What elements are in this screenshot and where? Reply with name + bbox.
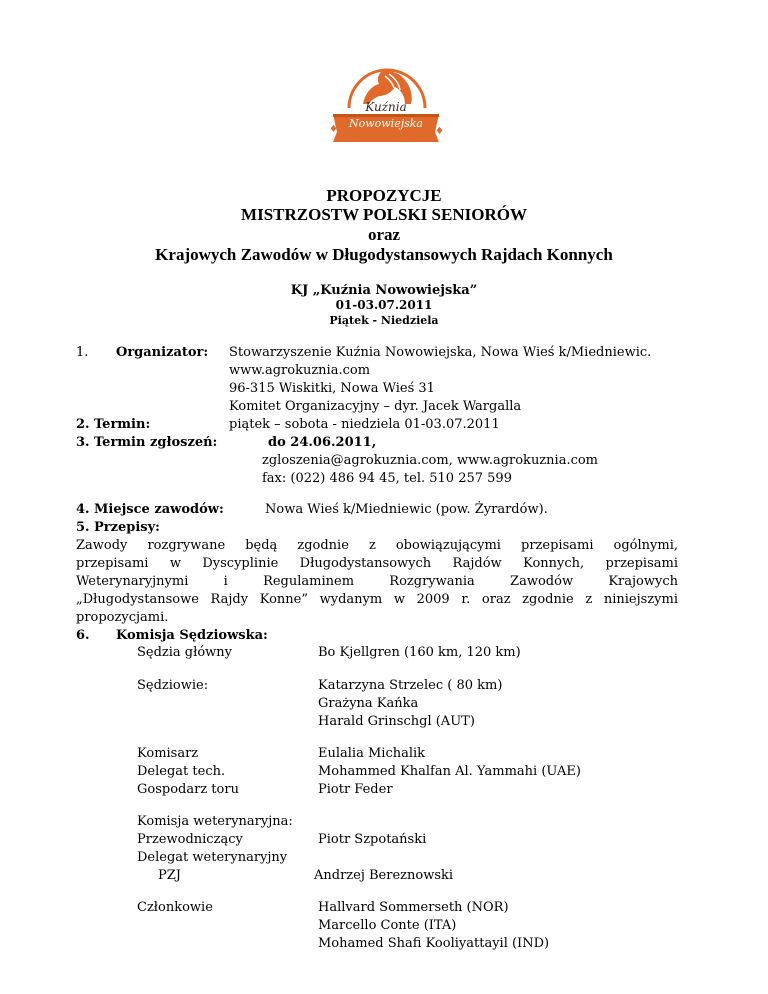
judge-1: Katarzyna Strzelec ( 80 km) (318, 678, 503, 693)
svg-text:♦: ♦ (435, 126, 444, 137)
sec3-contact-2: fax: (022) 486 94 45, tel. 510 257 599 (262, 471, 512, 486)
official-value-1: Eulalia Michalik (318, 746, 426, 761)
event-dates: 01-03.07.2011 (335, 298, 433, 312)
logo-line2: Nowowiejska (348, 117, 423, 130)
official-value-2: Mohammed Khalfan Al. Yammahi (UAE) (318, 764, 581, 779)
sec1-line-4: Komitet Organizacyjny – dyr. Jacek Wargalla (229, 399, 522, 414)
chief-judge-value: Bo Kjellgren (160 km, 120 km) (318, 645, 521, 660)
event-days: Piątek - Niedziela (329, 314, 439, 327)
svg-text:♦: ♦ (329, 124, 338, 135)
sec3-contact-1: zgloszenia@agrokuznia.com, www.agrokuznia.com (262, 453, 599, 468)
sec2-label: Termin: (94, 417, 151, 432)
sec3-label: Termin zgłoszeń: (94, 435, 218, 450)
official-label-2: Delegat tech. (137, 764, 226, 779)
logo-line1: Kuźnia (365, 100, 407, 114)
official-label-3: Gospodarz toru (137, 782, 239, 797)
judge-2: Grażyna Kańka (318, 696, 419, 711)
official-label-1: Komisarz (137, 746, 199, 761)
sec5-line-3: Weterynaryjnymi i Regulaminem Rozgrywania Zawodów Krajowych (76, 574, 678, 589)
chief-judge-label: Sędzia główny (137, 645, 233, 660)
sec5-line-2: przepisami w Dyscyplinie Długodystansowych Rajdów Konnych, przepisami (76, 556, 678, 571)
sec6-label: Komisja Sędziowska: (116, 628, 268, 643)
sec5-line-1: Zawody rozgrywane będą zgodnie z obowiązującymi przepisami ogólnymi, (76, 538, 678, 553)
sec3-deadline: do 24.06.2011, (268, 435, 377, 450)
title-mistrzostw: MISTRZOSTW POLSKI SENIORÓW (241, 205, 527, 224)
sec6-number: 6. (76, 628, 90, 643)
judge-3: Harald Grinschgl (AUT) (318, 714, 475, 729)
vet-chair-value: Piotr Szpotański (318, 832, 427, 847)
title-krajowych: Krajowych Zawodów w Długodystansowych Rajdach Konnych (155, 245, 613, 264)
sec5-paragraph (76, 537, 678, 627)
sec1-line-1: Stowarzyszenie Kuźnia Nowowiejska, Nowa Wieś k/Miedniewic. (229, 345, 652, 360)
sec4-value: Nowa Wieś k/Miedniewic (pow. Żyrardów). (265, 502, 548, 517)
vet-delegate-org: PZJ (158, 868, 181, 883)
sec2-value: piątek – sobota - niedziela 01-03.07.2011 (229, 417, 500, 432)
vet-committee-label: Komisja weterynaryjna: (137, 814, 293, 829)
sec3-number: 3. (76, 435, 90, 450)
member-2: Marcello Conte (ITA) (318, 918, 457, 933)
vet-chair-label: Przewodniczący (137, 832, 243, 847)
title-propozycje: PROPOZYCJE (326, 186, 442, 205)
sec5-number: 5. (76, 520, 90, 535)
judges-label: Sędziowie: (137, 678, 209, 693)
sec5-line-4: „Długodystansowe Rajdy Konne” wydanym w 2009 r. oraz zgodnie z niniejszymi (76, 592, 678, 607)
sec1-line-3: 96-315 Wiskitki, Nowa Wieś 31 (229, 381, 435, 396)
kuznia-nowowiejska-logo (327, 62, 445, 144)
sec2-number: 2. (76, 417, 90, 432)
sec5-line-5: propozycjami. (76, 610, 169, 625)
member-1: Hallvard Sommerseth (NOR) (318, 900, 509, 915)
sec1-label: Organizator: (116, 345, 209, 360)
sec4-label: Miejsce zawodów: (94, 502, 224, 517)
vet-delegate-label: Delegat weterynaryjny (137, 850, 288, 865)
sec5-label: Przepisy: (94, 520, 160, 535)
vet-delegate-value: Andrzej Bereznowski (314, 868, 454, 883)
sec1-number: 1. (76, 345, 89, 360)
official-value-3: Piotr Feder (318, 782, 393, 797)
sec4-number: 4. (76, 502, 90, 517)
member-3: Mohamed Shafi Kooliyattayil (IND) (318, 936, 550, 951)
kj-name: KJ „Kuźnia Nowowiejska” (290, 283, 478, 298)
sec1-line-2: www.agrokuznia.com (229, 363, 371, 378)
title-oraz: oraz (367, 225, 401, 244)
members-label: Członkowie (137, 900, 213, 915)
